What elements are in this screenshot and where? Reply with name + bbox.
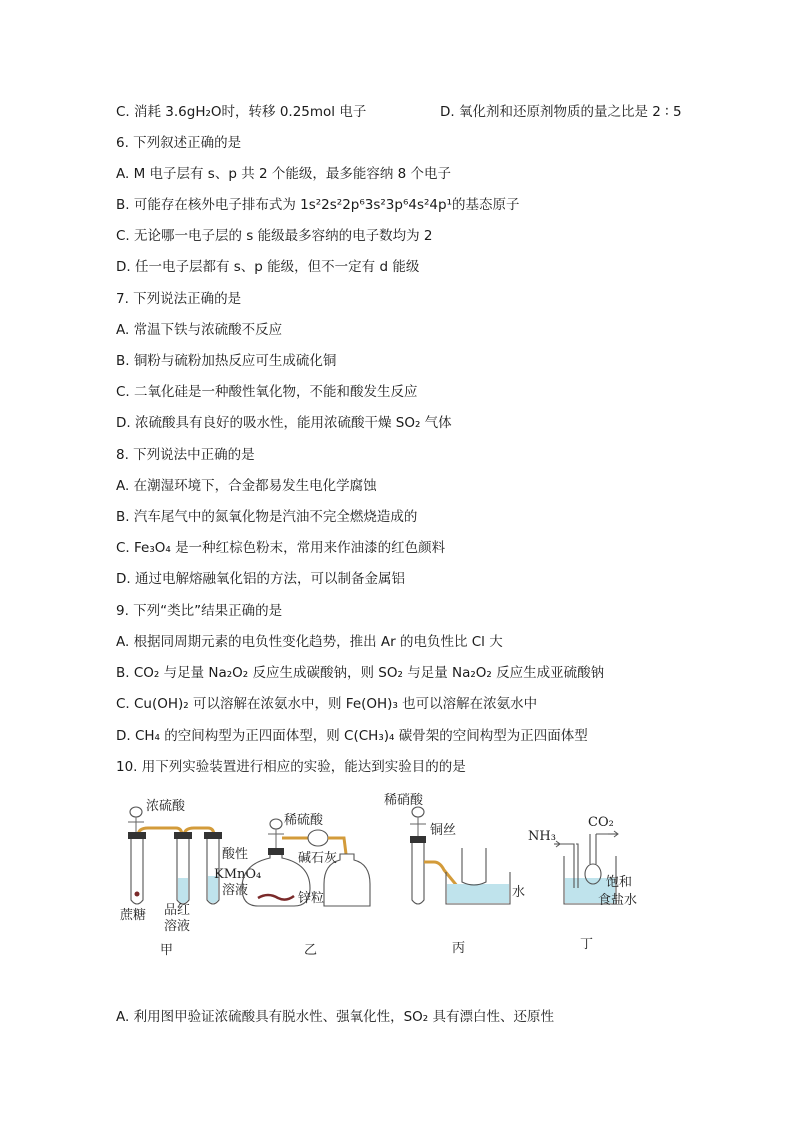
jia-pinhong-label-2: 溶液: [164, 919, 191, 934]
jia-kmno4-label-2: KMnO₄: [214, 867, 262, 882]
q7-stem: 7. 下列说法正确的是: [116, 291, 242, 307]
q6-stem: 6. 下列叙述正确的是: [116, 135, 242, 151]
q5-option-d: D. 氧化剂和还原剂物质的量之比是 2 ∶ 5: [440, 104, 682, 120]
ding-nh3-label: NH₃: [528, 829, 556, 844]
bing-water-label: 水: [512, 885, 526, 900]
ding-brine-label-1: 饱和: [606, 875, 633, 890]
ding-brine-label-2: 食盐水: [598, 893, 638, 908]
q6-option-a: A. M 电子层有 s、p 共 2 个能级，最多能容纳 8 个电子: [116, 166, 452, 182]
q10-option-a: A. 利用图甲验证浓硫酸具有脱水性、强氧化性，SO₂ 具有漂白性、还原性: [116, 1009, 554, 1025]
q8-option-b: B. 汽车尾气中的氮氧化物是汽油不完全燃烧造成的: [116, 509, 418, 525]
apparatus-jia: [120, 799, 261, 958]
jia-pinhong-label-1: 品红: [164, 903, 191, 918]
ding-caption: 丁: [580, 937, 594, 952]
yi-dil-h2so4-label: 稀硫酸: [284, 813, 324, 828]
q8-option-c: C. Fe₃O₄ 是一种红棕色粉末，常用来作油漆的红色颜料: [116, 540, 446, 556]
apparatus-yi: [242, 812, 370, 958]
q9-option-b: B. CO₂ 与足量 Na₂O₂ 反应生成碳酸钠，则 SO₂ 与足量 Na₂O₂ 反应生成亚硫酸钠: [116, 665, 605, 681]
q7-option-c: C. 二氧化硅是一种酸性氧化物，不能和酸发生反应: [116, 384, 418, 400]
q6-option-c: C. 无论哪一电子层的 s 能级最多容纳的电子数均为 2: [116, 228, 433, 244]
q10-stem: 10. 用下列实验装置进行相应的实验，能达到实验目的的是: [116, 759, 466, 775]
q6-option-b: B. 可能存在核外电子排布式为 1s²2s²2p⁶3s²3p⁶4s²4p¹的基态原子: [116, 197, 520, 213]
q9-option-a: A. 根据同周期元素的电负性变化趋势，推出 Ar 的电负性比 Cl 大: [116, 634, 503, 650]
yi-zinc-label: 锌粒: [298, 891, 325, 906]
q8-option-a: A. 在潮湿环境下，合金都易发生电化学腐蚀: [116, 478, 377, 494]
apparatus-bing: [384, 792, 525, 956]
q7-option-d: D. 浓硫酸具有良好的吸水性，能用浓硫酸干燥 SO₂ 气体: [116, 415, 452, 431]
q7-option-a: A. 常温下铁与浓硫酸不反应: [116, 322, 283, 338]
bing-dil-hno3-label: 稀硝酸: [384, 793, 424, 808]
q8-option-d: D. 通过电解熔融氧化铝的方法，可以制备金属铝: [116, 571, 405, 587]
q6-option-d: D. 任一电子层都有 s、p 能级，但不一定有 d 能级: [116, 259, 420, 275]
q9-option-d: D. CH₄ 的空间构型为正四面体型，则 C(CH₃)₄ 碳骨架的空间构型为正四面体型: [116, 728, 588, 744]
jia-conc-h2so4-label: 浓硫酸: [146, 799, 186, 814]
ding-co2-label: CO₂: [588, 815, 614, 830]
jia-kmno4-label-1: 酸性: [222, 847, 249, 862]
q9-option-c: C. Cu(OH)₂ 可以溶解在浓氨水中，则 Fe(OH)₃ 也可以溶解在浓氨水中: [116, 696, 538, 712]
q8-stem: 8. 下列说法中正确的是: [116, 447, 255, 463]
bing-cu-wire-label: 铜丝: [430, 823, 457, 838]
yi-caption: 乙: [304, 943, 318, 958]
jia-caption: 甲: [160, 943, 174, 958]
bing-caption: 丙: [452, 941, 466, 956]
apparatus-figure: [118, 788, 658, 968]
yi-soda-lime-label: 碱石灰: [298, 851, 338, 866]
apparatus-ding: [528, 815, 637, 952]
q5-option-c: C. 消耗 3.6gH₂O时，转移 0.25mol 电子: [116, 104, 367, 120]
q7-option-b: B. 铜粉与硫粉加热反应可生成硫化铜: [116, 353, 337, 369]
jia-kmno4-label-3: 溶液: [222, 883, 249, 898]
q9-stem: 9. 下列“类比”结果正确的是: [116, 603, 283, 619]
jia-sucrose-label: 蔗糖: [120, 908, 147, 923]
